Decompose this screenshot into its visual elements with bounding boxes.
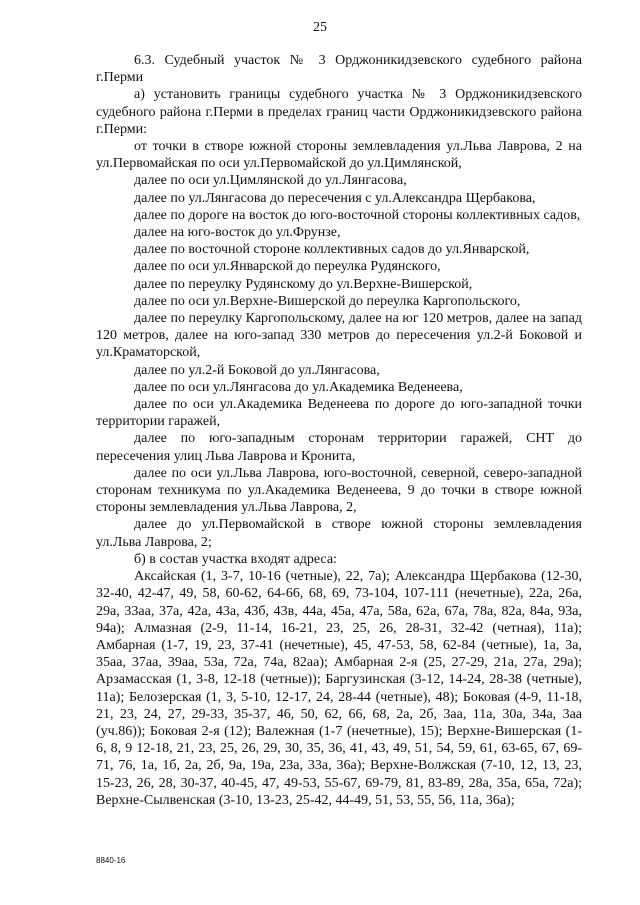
paragraph: далее по оси ул.Академика Веденеева по дороге до юго-западной точки территории гаражей, xyxy=(96,397,582,430)
paragraph: далее по ул.2-й Боковой до ул.Лянгасова, xyxy=(134,362,380,378)
paragraph: далее по оси ул.Лянгасова до ул.Академика Веденеева, xyxy=(134,379,463,395)
document-body xyxy=(96,52,582,809)
paragraph: далее по восточной стороне коллективных садов до ул.Январской, xyxy=(134,242,530,258)
paragraph: далее по оси ул.Верхне-Вишерской до переулка Каргопольского, xyxy=(134,293,521,309)
page-number: 25 xyxy=(313,20,327,35)
paragraph: далее по оси ул.Цимлянской до ул.Лянгасова, xyxy=(134,173,407,189)
subsection-heading: б) в состав участка входят адреса: xyxy=(134,551,337,567)
address-list: Аксайская (1, 3-7, 10-16 (четные), 22, 7а); Александра Щербакова (12-30, 32-40, 42-47, 49, 58, 60-62, 64-66, 68, 69, 73-104, 107-111 (нечетные), 22а, 26а, 29а, 33аа, 37а, 42а, 43а, 43б, 43в, 44а, 45а, 47а, 58а, 62а, 67а, 78а, 82а, 84а, 93а, 94а); Алмазная (2-9, 11-14, 16-21, 23, 25, 26, 28-31, 32-42 (четная), 11а); Амбарная (1-7, 19, 23, 37-41 (нечетные), 45, 47-53, 58, 62-84 (четные), 1а, 3а, 35аа, 37аа, 39аа, 53а, 72а, 74а, 82аа); Амбарная 2-я (25, 27-29, 21а, 27а, 29а); Арзамасская (1, 3-8, 12-18 (четные)); Баргузинская (3-12, 14-24, 28-38 (четные), 11а); Белозерская (1, 3, 5-10, 12-17, 24, 28-44 (четные), 48); Боковая (4-9, 11-18, 21, 23, 24, 27, 29-33, 35-37, 46, 50, 62, 66, 68, 2а, 2б, 3аа, 11а, 30а, 34а, 3аа (уч.86)); Боковая 2-я (12); Валежная (1-7 (нечетные), 15); Верхне-Вишерская (1-6, 8, 9 12-18, 21, 23, 25, 26, 29, 30, 35, 36, 41, 43, 49, 51, 54, 59, 61, 63-65, 67, 69-71, 76, 1а, 1б, 2а, 2б, 9а, 19а, 23а, 33а, 36а); Верхне-Волжская (7-10, 12, 13, 23, 15-23, 26, 28, 30-37, 40-45, 47, 49-53, 55-67, 69-79, 81, 83-89, 28а, 35а, 65а, 72а); Верхне-Сылвенская (3-10, 13-23, 25-42, 44-49, 51, 53, 55, 56, 11а, 36а); xyxy=(96,569,582,808)
paragraph: далее по переулку Рудянскому до ул.Верхне-Вишерской, xyxy=(134,276,473,292)
paragraph: далее по переулку Каргопольскому, далее на юг 120 метров, далее на запад 120 метров, далее на юго-запад 330 метров до пересечения ул.2-й Боковой и ул.Краматорской, xyxy=(96,311,582,361)
paragraph: далее по оси ул.Льва Лаврова, юго-восточной, северной, северо-западной сторонам техникума по ул.Академика Веденеева, 9 до точки в створе южной стороны землевладения ул.Льва Лаврова, 2, xyxy=(96,465,582,516)
paragraph: далее по ул.Лянгасова до пересечения с ул.Александра Щербакова, xyxy=(134,190,536,206)
paragraph: далее по юго-западным сторонам территории гаражей, СНТ до пересечения улиц Льва Лаврова и Кронита, xyxy=(96,431,582,464)
footer-code: 8840-16 xyxy=(96,856,126,865)
paragraph: далее по дороге на восток до юго-восточной стороны коллективных садов, xyxy=(134,207,581,223)
paragraph: далее по оси ул.Январской до переулка Рудянского, xyxy=(134,259,441,275)
paragraph: далее на юго-восток до ул.Фрунзе, xyxy=(134,225,341,241)
paragraph: а) установить границы судебного участка № 3 Орджоникидзевского судебного района г.Перми в пределах границ части Орджоникидзевского района г.Перми: xyxy=(96,87,582,137)
paragraph: от точки в створе южной стороны землевладения ул.Льва Лаврова, 2 на ул.Первомайская по оси ул.Первомайской до ул.Цимлянской, xyxy=(96,139,582,172)
section-heading: 6.3. Судебный участок № 3 Орджоникидзевского судебного района г.Перми xyxy=(96,53,582,86)
paragraph: далее до ул.Первомайской в створе южной стороны землевладения ул.Льва Лаврова, 2; xyxy=(96,517,582,550)
